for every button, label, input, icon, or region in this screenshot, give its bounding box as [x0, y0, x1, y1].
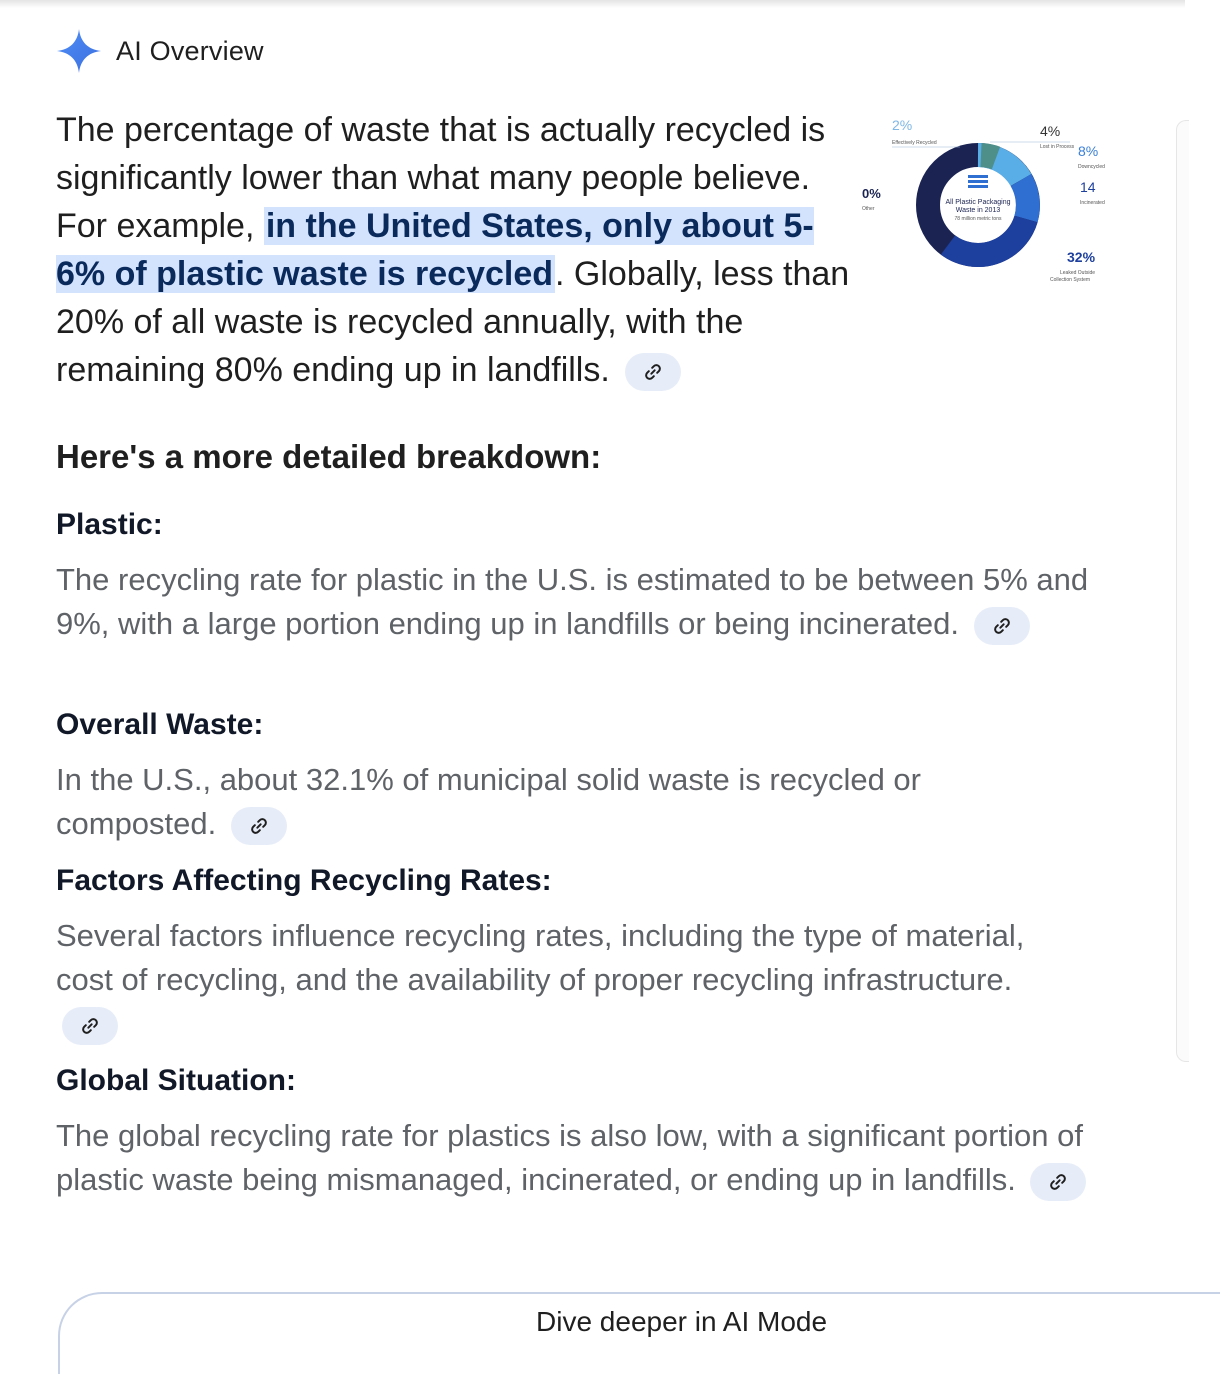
section-heading-factors: Factors Affecting Recycling Rates: [56, 864, 552, 897]
section-heading-plastic: Plastic: [56, 508, 163, 541]
section-heading-overall-waste: Overall Waste: [56, 708, 264, 741]
label-top-left-pct: 2% [892, 117, 913, 133]
section-text-plastic: The recycling rate for plastic in the U.S. is estimated to be between 5% and 9%, with a large portion ending up in landfills or being incinerated. [56, 562, 1089, 641]
label-right-pct-1: 8% [1078, 143, 1099, 159]
section-body-factors [56, 914, 1056, 1046]
source-link-button[interactable] [1030, 1163, 1086, 1201]
source-link-button[interactable] [625, 353, 681, 391]
section-heading-global-situation: Global Situation: [56, 1064, 296, 1097]
label-left-pct: 0% [862, 186, 881, 201]
section-body-overall-waste [56, 758, 1016, 846]
next-card-edge[interactable] [1176, 120, 1189, 1062]
link-icon [992, 616, 1012, 636]
center-label-2: Waste in 2013 [955, 207, 1001, 214]
caption-bottom-right-1: Leaked Outside [1060, 270, 1096, 276]
link-icon [80, 1016, 100, 1036]
section-body-plastic [56, 558, 1126, 646]
link-icon [249, 816, 269, 836]
caption-top-left: Effectively Recycled [892, 140, 937, 146]
section-text-factors: Several factors influence recycling rates, including the type of material, cost of recycling, and the availability of proper recycling infrastructure. [56, 918, 1025, 997]
center-label-3: 78 million metric tons [954, 216, 1002, 222]
intro-paragraph [56, 106, 856, 394]
caption-right-1: Downcycled [1078, 164, 1105, 170]
caption-left: Other [862, 206, 875, 212]
top-shadow [0, 0, 1185, 8]
section-text-overall-waste: In the U.S., about 32.1% of municipal solid waste is recycled or composted. [56, 762, 921, 841]
section-text-global-situation: The global recycling rate for plastics is also low, with a significant portion of plastic waste being mismanaged, incinerated, or ending up in landfills. [56, 1118, 1083, 1197]
intro-highlight: in the United States, only about 5-6% of plastic waste is recycled [56, 207, 814, 293]
center-label-1: All Plastic Packaging [945, 199, 1011, 206]
infographic-thumbnail[interactable] [860, 104, 1105, 292]
link-icon [643, 362, 663, 382]
intro-text-before: The percentage of waste that is actually recycled is significantly lower than what many people believe. For example, [56, 111, 826, 245]
dive-deeper-label[interactable]: Dive deeper in AI Mode [536, 1306, 828, 1337]
source-link-button[interactable] [231, 807, 287, 845]
source-link-button[interactable] [974, 607, 1030, 645]
source-link-button[interactable] [62, 1007, 118, 1045]
caption-right-2: Incinerated [1080, 200, 1105, 206]
caption-top-right: Lost in Process [1040, 144, 1075, 150]
label-top-right-pct: 4% [1040, 123, 1061, 139]
section-body-global-situation [56, 1114, 1096, 1202]
donut-infographic [860, 104, 1105, 292]
label-bottom-right-pct: 32% [1067, 249, 1096, 265]
label-right-pct-2: 14 [1080, 179, 1096, 195]
caption-bottom-right-2: Collection System [1050, 277, 1091, 283]
intro-text-after: . Globally, less than 20% of all waste is recycled annually, with the remaining 80% ending up in landfills. [56, 255, 850, 389]
sparkle-icon [56, 28, 102, 74]
breakdown-heading: Here's a more detailed breakdown: [56, 438, 602, 475]
ai-overview-title: AI Overview [116, 35, 264, 66]
ai-overview-header [56, 26, 264, 76]
link-icon [1048, 1172, 1068, 1192]
